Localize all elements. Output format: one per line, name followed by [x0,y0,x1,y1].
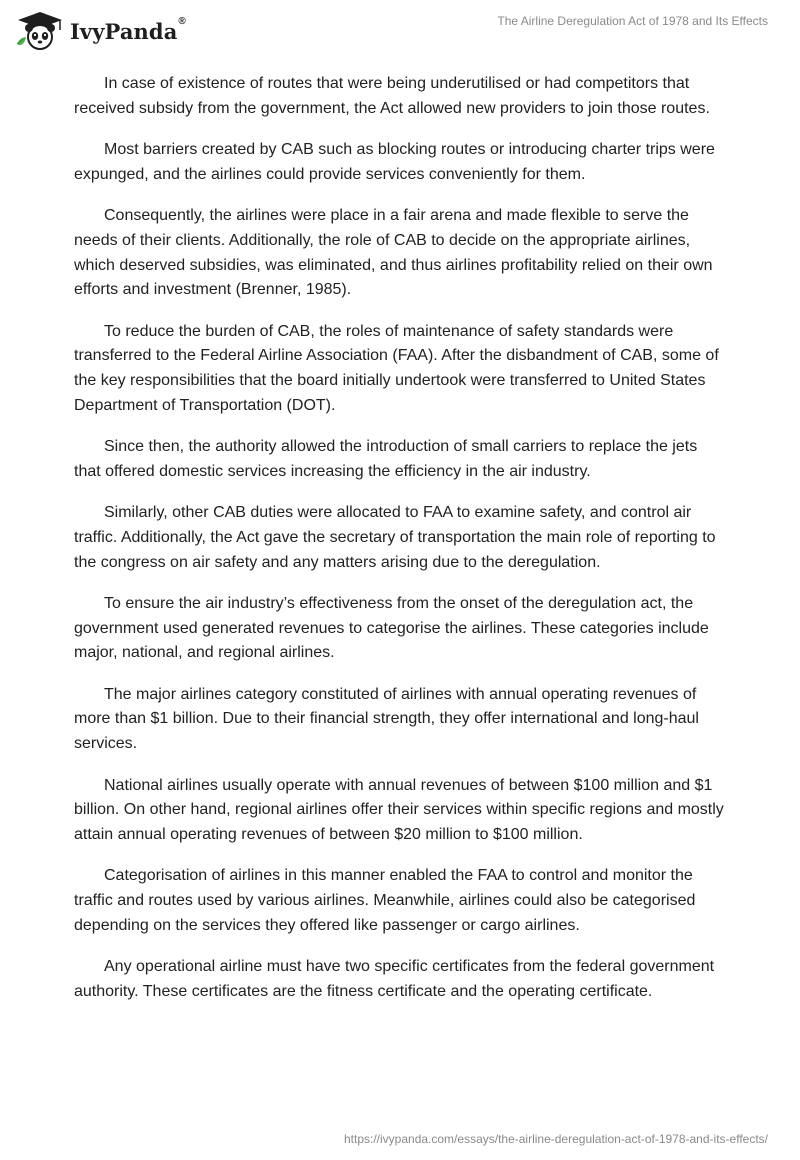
paragraph: National airlines usually operate with annual revenues of between $100 million and $1 billion. On other hand, regional airlines offer their services within specific regions and mostly attain annual operating revenues of between $20 million to $100 million. [74,776,724,843]
paragraph: To reduce the burden of CAB, the roles of maintenance of safety standards were transferred to the Federal Airline Association (FAA). After the disbandment of CAB, some of the key responsibilities that the board initially undertook were transferred to United States Department of Transportation (DOT). [74,322,719,414]
page-header [0,0,800,60]
registered-mark: ® [178,15,186,27]
logo-text [70,15,186,44]
logo-name: IvyPanda [70,18,178,44]
panda-graduate-icon [14,10,66,52]
essay-body [74,72,728,1021]
paragraph: To ensure the air industry’s effectiveness from the onset of the deregulation act, the government used generated revenues to categorise the airlines. These categories include major, national, and regional airlines. [74,595,709,662]
paragraph: Similarly, other CAB duties were allocated to FAA to examine safety, and control air traffic. Additionally, the Act gave the secretary of transportation the main role of reporting to the congress on air safety and any matters arising due to the deregulation. [74,504,716,571]
paragraph: Categorisation of airlines in this manner enabled the FAA to control and monitor the traffic and routes used by various airlines. Meanwhile, airlines could also be categorised depending on the services they offered like passenger or cargo airlines. [74,867,696,934]
paragraph: The major airlines category constituted of airlines with annual operating revenues of more than $1 billion. Due to their financial strength, they offer international and long-haul services. [74,685,699,753]
document-title: The Airline Deregulation Act of 1978 and Its Effects [497,14,768,28]
paragraph: Since then, the authority allowed the introduction of small carriers to replace the jets that offered domestic services increasing the efficiency in the air industry. [74,438,698,480]
paragraph: Consequently, the airlines were place in a fair arena and made flexible to serve the needs of their clients. Additionally, the role of CAB to decide on the appropriate airlines, which deserved subsidies, was eliminated, and thus airlines profitability relied on their own efforts and investment (Brenner, 1985). [74,207,713,299]
paragraph: Any operational airline must have two specific certificates from the federal government authority. These certificates are the fitness certificate and the operating certificate. [74,958,715,1000]
paragraph: Most barriers created by CAB such as blocking routes or introducing charter trips were expunged, and the airlines could provide services conveniently for them. [74,141,715,183]
ivypanda-logo[interactable] [14,8,186,54]
paragraph: In case of existence of routes that were being underutilised or had competitors that received subsidy from the government, the Act allowed new providers to join those routes. [74,75,710,117]
source-url[interactable]: https://ivypanda.com/essays/the-airline-deregulation-act-of-1978-and-its-effects/ [344,1132,768,1146]
